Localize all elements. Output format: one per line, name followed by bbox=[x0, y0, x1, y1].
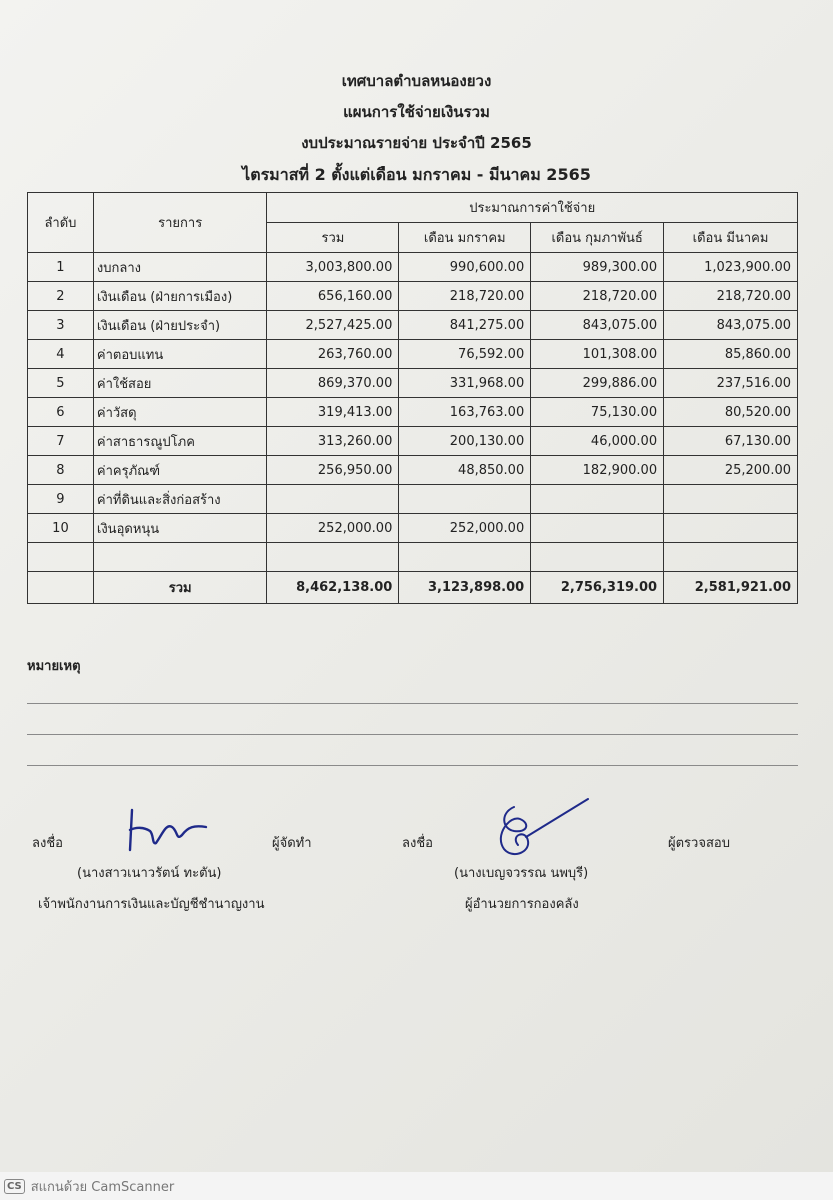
budget-table bbox=[27, 192, 798, 604]
table-total-row bbox=[28, 572, 798, 604]
table-row bbox=[28, 369, 798, 398]
row-march: 237,516.00 bbox=[664, 369, 798, 398]
row-january: 252,000.00 bbox=[399, 514, 531, 543]
column-header-estimate: ประมาณการค่าใช้จ่าย bbox=[267, 193, 798, 223]
row-total bbox=[267, 485, 399, 514]
row-february: 182,900.00 bbox=[531, 456, 664, 485]
document-header bbox=[0, 66, 833, 190]
table-row bbox=[28, 485, 798, 514]
row-march: 25,200.00 bbox=[664, 456, 798, 485]
row-total: 3,003,800.00 bbox=[267, 253, 399, 282]
column-header-january: เดือน มกราคม bbox=[399, 223, 531, 253]
row-order: 5 bbox=[28, 369, 94, 398]
row-item bbox=[93, 543, 267, 572]
camscanner-logo: CS bbox=[4, 1179, 25, 1194]
org-name: เทศบาลตำบลหนองยวง bbox=[341, 72, 492, 90]
row-item: ค่าสาธารณูปโภค bbox=[93, 427, 267, 456]
row-total: 2,527,425.00 bbox=[267, 311, 399, 340]
row-order: 4 bbox=[28, 340, 94, 369]
row-order: 9 bbox=[28, 485, 94, 514]
row-january: 841,275.00 bbox=[399, 311, 531, 340]
column-header-march: เดือน มีนาคม bbox=[664, 223, 798, 253]
left-signer-name: (นางสาวเนาวรัตน์ ทะตัน) bbox=[77, 866, 222, 881]
row-january: 76,592.00 bbox=[399, 340, 531, 369]
row-march bbox=[664, 514, 798, 543]
total-march: 2,581,921.00 bbox=[664, 572, 798, 604]
quarter-period: ไตรมาสที่ 2 ตั้งแต่เดือน มกราคม - มีนาคม 2565 bbox=[242, 165, 591, 184]
row-march: 1,023,900.00 bbox=[664, 253, 798, 282]
row-february: 218,720.00 bbox=[531, 282, 664, 311]
table-row bbox=[28, 427, 798, 456]
row-january: 48,850.00 bbox=[399, 456, 531, 485]
row-february bbox=[531, 514, 664, 543]
row-february: 989,300.00 bbox=[531, 253, 664, 282]
row-january: 163,763.00 bbox=[399, 398, 531, 427]
row-january: 200,130.00 bbox=[399, 427, 531, 456]
right-signature-image bbox=[470, 795, 600, 865]
table-row bbox=[28, 340, 798, 369]
row-february: 75,130.00 bbox=[531, 398, 664, 427]
row-total: 869,370.00 bbox=[267, 369, 399, 398]
total-february: 2,756,319.00 bbox=[531, 572, 664, 604]
row-march: 85,860.00 bbox=[664, 340, 798, 369]
left-role: ผู้จัดทำ bbox=[272, 836, 312, 851]
table-header-row bbox=[28, 193, 798, 223]
total-january: 3,123,898.00 bbox=[399, 572, 531, 604]
row-total bbox=[267, 543, 399, 572]
row-march bbox=[664, 543, 798, 572]
left-sign-label: ลงชื่อ bbox=[32, 836, 63, 851]
row-total: 313,260.00 bbox=[267, 427, 399, 456]
left-signer-position: เจ้าพนักงานการเงินและบัญชีชำนาญงาน bbox=[38, 897, 265, 912]
row-february bbox=[531, 543, 664, 572]
row-item: เงินเดือน (ฝ่ายการเมือง) bbox=[93, 282, 267, 311]
remarks-label: หมายเหตุ bbox=[27, 659, 81, 674]
row-order: 7 bbox=[28, 427, 94, 456]
left-signature-image bbox=[122, 805, 222, 855]
table-row bbox=[28, 514, 798, 543]
column-header-february: เดือน กุมภาพันธ์ bbox=[531, 223, 664, 253]
row-item: งบกลาง bbox=[93, 253, 267, 282]
row-total: 319,413.00 bbox=[267, 398, 399, 427]
row-order: 8 bbox=[28, 456, 94, 485]
row-february: 299,886.00 bbox=[531, 369, 664, 398]
total-sum: 8,462,138.00 bbox=[267, 572, 399, 604]
row-february: 101,308.00 bbox=[531, 340, 664, 369]
total-order-cell bbox=[28, 572, 94, 604]
table-body bbox=[28, 253, 798, 604]
right-sign-label: ลงชื่อ bbox=[402, 836, 433, 851]
row-march: 67,130.00 bbox=[664, 427, 798, 456]
row-order: 1 bbox=[28, 253, 94, 282]
row-item: ค่าครุภัณฑ์ bbox=[93, 456, 267, 485]
remarks-line bbox=[27, 703, 798, 704]
row-total: 252,000.00 bbox=[267, 514, 399, 543]
table-row bbox=[28, 398, 798, 427]
row-january: 331,968.00 bbox=[399, 369, 531, 398]
plan-title: แผนการใช้จ่ายเงินรวม bbox=[343, 103, 490, 121]
row-order: 10 bbox=[28, 514, 94, 543]
row-order: 3 bbox=[28, 311, 94, 340]
total-label: รวม bbox=[93, 572, 267, 604]
column-header-item: รายการ bbox=[93, 193, 267, 253]
right-signer-position: ผู้อำนวยการกองคลัง bbox=[465, 897, 579, 912]
row-item: ค่าที่ดินและสิ่งก่อสร้าง bbox=[93, 485, 267, 514]
remarks-line bbox=[27, 734, 798, 735]
table-row-empty bbox=[28, 543, 798, 572]
row-order: 2 bbox=[28, 282, 94, 311]
row-february bbox=[531, 485, 664, 514]
scanner-footer bbox=[0, 1172, 833, 1200]
table-row bbox=[28, 456, 798, 485]
row-february: 46,000.00 bbox=[531, 427, 664, 456]
camscanner-text: สแกนด้วย CamScanner bbox=[30, 1179, 175, 1195]
right-role: ผู้ตรวจสอบ bbox=[668, 836, 730, 851]
row-item: ค่าวัสดุ bbox=[93, 398, 267, 427]
right-signer-name: (นางเบญจวรรณ นพบุรี) bbox=[454, 866, 589, 881]
row-total: 656,160.00 bbox=[267, 282, 399, 311]
row-march bbox=[664, 485, 798, 514]
row-january: 990,600.00 bbox=[399, 253, 531, 282]
remarks-line bbox=[27, 765, 798, 766]
budget-year: งบประมาณรายจ่าย ประจำปี 2565 bbox=[301, 134, 532, 152]
row-march: 843,075.00 bbox=[664, 311, 798, 340]
row-item: ค่าตอบแทน bbox=[93, 340, 267, 369]
row-item: ค่าใช้สอย bbox=[93, 369, 267, 398]
table-row bbox=[28, 282, 798, 311]
row-january: 218,720.00 bbox=[399, 282, 531, 311]
row-february: 843,075.00 bbox=[531, 311, 664, 340]
row-march: 80,520.00 bbox=[664, 398, 798, 427]
table-row bbox=[28, 311, 798, 340]
column-header-order: ลำดับ bbox=[28, 193, 94, 253]
row-item: เงินเดือน (ฝ่ายประจำ) bbox=[93, 311, 267, 340]
row-order: 6 bbox=[28, 398, 94, 427]
column-header-total: รวม bbox=[267, 223, 399, 253]
row-order bbox=[28, 543, 94, 572]
row-total: 256,950.00 bbox=[267, 456, 399, 485]
row-march: 218,720.00 bbox=[664, 282, 798, 311]
row-january bbox=[399, 543, 531, 572]
row-item: เงินอุดหนุน bbox=[93, 514, 267, 543]
table-row bbox=[28, 253, 798, 282]
row-january bbox=[399, 485, 531, 514]
row-total: 263,760.00 bbox=[267, 340, 399, 369]
